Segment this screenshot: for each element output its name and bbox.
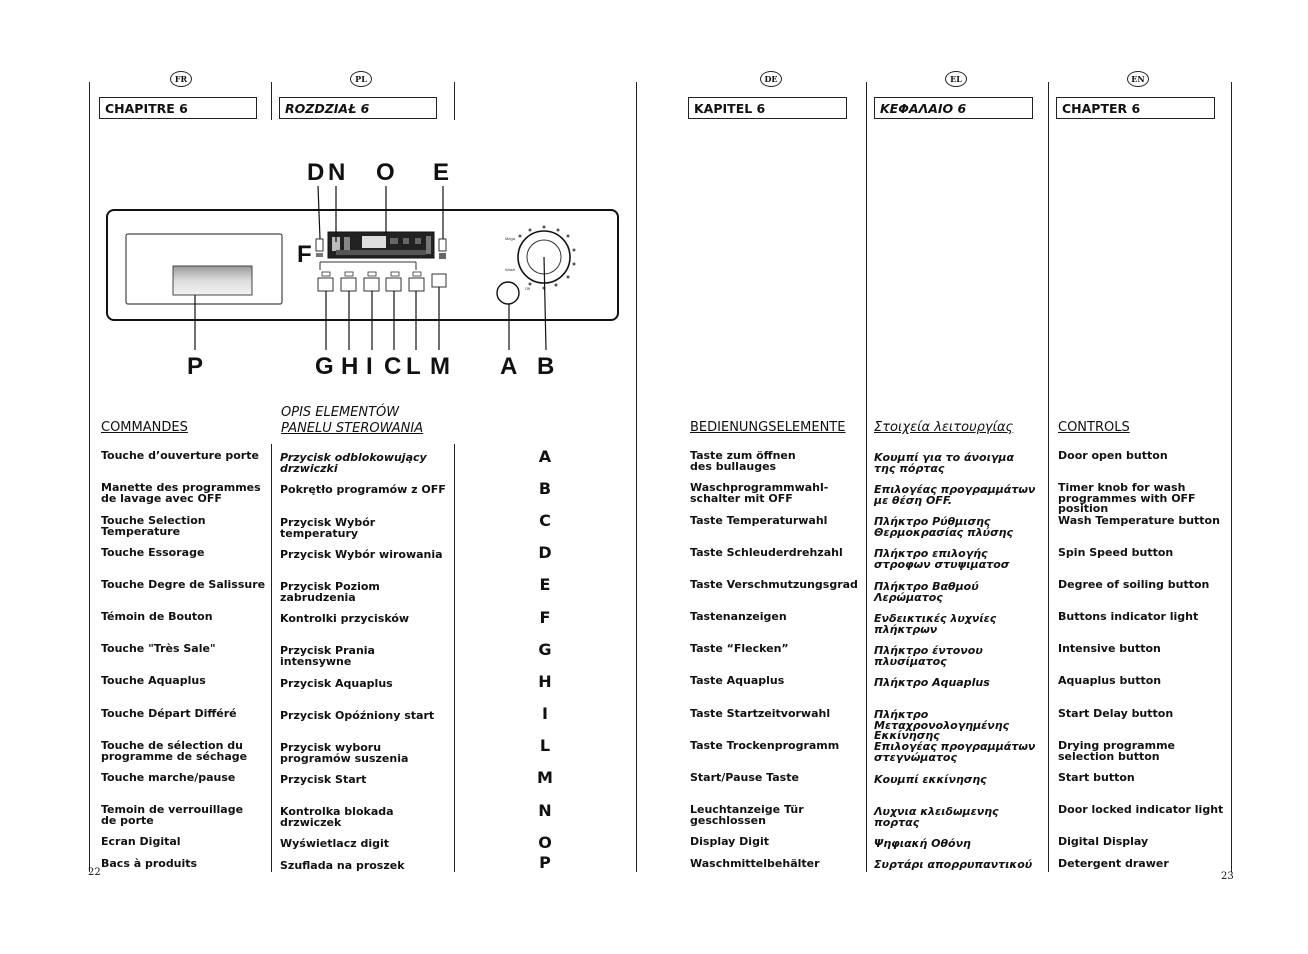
list-item: Touche Essorage <box>101 546 205 559</box>
list-item: Κουμπί για το άνοιγμα της πόρτας <box>874 451 1015 475</box>
list-item: Intensive button <box>1058 642 1161 655</box>
list-item: Πλήκτρο Βαθμού Λερώματος <box>874 580 979 604</box>
control-panel-diagram <box>100 150 630 390</box>
list-item: Touche Départ Différé <box>101 707 237 720</box>
callout-label-l: L <box>406 353 421 380</box>
chapter-title-en: CHAPTER 6 <box>1056 97 1215 119</box>
divider-pl-right-lower <box>454 444 455 872</box>
list-item: Touche de sélection du programme de séchage <box>101 739 248 763</box>
list-item: Kontrolka blokada drzwiczek <box>280 805 394 829</box>
page-number-right: 23 <box>1221 871 1234 882</box>
list-item: Szuflada na proszek <box>280 859 405 872</box>
list-item: Taste Startzeitvorwahl <box>690 707 831 720</box>
list-item: Door open button <box>1058 449 1168 462</box>
list-item: Bacs à produits <box>101 857 198 870</box>
list-item: Buttons indicator light <box>1058 610 1199 623</box>
list-item: Kontrolki przycisków <box>280 612 410 625</box>
divider-fr-left <box>89 82 90 872</box>
divider-page-center <box>636 82 637 872</box>
list-item: Touche "Très Sale" <box>101 642 216 655</box>
callout-label-h: H <box>341 353 359 380</box>
section-heading-pl-line2: PANELU STEROWANIA <box>281 421 424 436</box>
list-item: Przycisk wyboru programów suszenia <box>280 741 409 765</box>
item-letter: H <box>538 672 552 691</box>
panel-text-off: Off <box>525 286 531 291</box>
divider-fr-pl <box>271 82 272 120</box>
list-item: Κουμπί εκκίνησης <box>874 773 987 786</box>
panel-text-mega: Mega <box>505 236 516 241</box>
chapter-title-fr: CHAPITRE 6 <box>99 97 257 119</box>
divider-de-el <box>866 82 867 872</box>
page-number-left: 22 <box>88 867 101 878</box>
list-item: Επιλογέας προγραμμάτων στεγνώματος <box>874 740 1036 764</box>
section-heading-el: Στοιχεία λειτουργίας <box>874 420 1014 435</box>
section-heading-en: CONTROLS <box>1058 420 1130 435</box>
item-letter: F <box>539 608 551 627</box>
list-item: Przycisk Prania intensywne <box>280 644 375 668</box>
list-item: Taste Trockenprogramm <box>690 739 840 752</box>
item-letter: L <box>539 736 551 755</box>
list-item: Pokrętło programów z OFF <box>280 483 446 496</box>
item-letter: D <box>538 543 552 562</box>
callout-label-b: B <box>537 353 555 380</box>
list-item: Taste zum öffnen des bullauges <box>690 449 796 473</box>
callout-label-c: C <box>384 353 402 380</box>
list-item: Πλήκτρο Ρύθμισης Θερμοκρασίας πλύσης <box>874 515 1014 539</box>
lang-badge-en: EN <box>1127 71 1149 87</box>
list-item: Wash Temperature button <box>1058 514 1220 527</box>
list-item: Digital Display <box>1058 835 1149 848</box>
list-item: Temoin de verrouillage de porte <box>101 803 244 827</box>
list-item: Πλήκτρο έντονου πλυσίματος <box>874 644 983 668</box>
list-item: Πλήκτρο Aquaplus <box>874 676 990 689</box>
list-item: Πλήκτρο επιλογής στροφων στυψιματοσ <box>874 547 1010 571</box>
list-item: Touche Aquaplus <box>101 674 206 687</box>
list-item: Συρτάρι απορρυπαντικού <box>874 858 1033 871</box>
callout-label-e: E <box>433 159 450 186</box>
list-item: Przycisk Wybór temperatury <box>280 516 376 540</box>
divider-en-right <box>1231 82 1232 872</box>
list-item: Spin Speed button <box>1058 546 1174 559</box>
list-item: Drying programme selection button <box>1058 739 1175 763</box>
list-item: Display Digit <box>690 835 769 848</box>
section-heading-de: BEDIENUNGSELEMENTE <box>690 420 846 435</box>
list-item: Timer knob for wash programmes with OFF position <box>1058 481 1196 515</box>
list-item: Tastenanzeigen <box>690 610 787 623</box>
list-item: Start button <box>1058 771 1135 784</box>
callout-label-m: M <box>430 353 450 380</box>
item-letter: G <box>538 640 552 659</box>
section-heading-pl-line1: OPIS ELEMENTÓW <box>281 405 400 420</box>
callout-label-d: D <box>307 159 325 186</box>
list-item: Manette des programmes de lavage avec OFF <box>101 481 261 505</box>
divider-fr-pl-lower <box>271 444 272 872</box>
list-item: Przycisk Wybór wirowania <box>280 548 443 561</box>
list-item: Przycisk Opóźniony start <box>280 709 435 722</box>
callout-label-g: G <box>315 353 334 380</box>
lang-badge-el: EL <box>945 71 967 87</box>
list-item: Taste Verschmutzungsgrad <box>690 578 858 591</box>
item-letter: N <box>538 801 552 820</box>
list-item: Λυχνια κλειδωμενης πορτας <box>874 805 999 829</box>
list-item: Taste Schleuderdrehzahl <box>690 546 843 559</box>
lang-badge-pl: PL <box>350 71 372 87</box>
list-item: Waschmittelbehälter <box>690 857 820 870</box>
list-item: Aquaplus button <box>1058 674 1162 687</box>
list-item: Touche marche/pause <box>101 771 236 784</box>
lang-badge-fr: FR <box>170 71 192 87</box>
section-heading-fr: COMMANDES <box>101 420 188 435</box>
item-letter: C <box>539 511 551 530</box>
chapter-title-pl: ROZDZIAŁ 6 <box>279 97 437 119</box>
list-item: Touche Degre de Salissure <box>101 578 266 591</box>
list-item: Ψηφιακή Οθόνη <box>874 837 971 850</box>
list-item: Leuchtanzeige Tür geschlossen <box>690 803 804 827</box>
panel-text-wash: Wash <box>505 267 516 272</box>
lang-badge-de: DE <box>760 71 782 87</box>
list-item: Wyświetlacz digit <box>280 837 389 850</box>
list-item: Ecran Digital <box>101 835 181 848</box>
callout-label-n: N <box>328 159 346 186</box>
divider-el-en <box>1048 82 1049 872</box>
list-item: Taste Aquaplus <box>690 674 785 687</box>
callout-label-p: P <box>187 353 204 380</box>
list-item: Door locked indicator light <box>1058 803 1224 816</box>
list-item: Detergent drawer <box>1058 857 1169 870</box>
callout-label-i: I <box>366 353 373 380</box>
item-letter: M <box>537 768 553 787</box>
list-item: Ενδεικτικές λυχνίες πλήκτρων <box>874 612 997 636</box>
callout-label-f: F <box>297 241 312 268</box>
list-item: Taste Temperaturwahl <box>690 514 828 527</box>
list-item: Taste “Flecken” <box>690 642 789 655</box>
list-item: Πλήκτρο Μεταχρονολογημένης Εκκίνησης <box>874 708 1010 742</box>
list-item: Start/Pause Taste <box>690 771 799 784</box>
callout-label-a: A <box>500 353 518 380</box>
chapter-title-el: ΚΕΦΑΛΑΙΟ 6 <box>874 97 1033 119</box>
list-item: Przycisk Aquaplus <box>280 677 393 690</box>
item-letter: E <box>539 575 551 594</box>
list-item: Przycisk Start <box>280 773 367 786</box>
list-item: Touche d’ouverture porte <box>101 449 259 462</box>
item-letter: I <box>542 704 548 723</box>
item-letter: O <box>538 833 552 852</box>
list-item: Przycisk Poziom zabrudzenia <box>280 580 380 604</box>
list-item: Témoin de Bouton <box>101 610 213 623</box>
chapter-title-de: KAPITEL 6 <box>688 97 847 119</box>
list-item: Επιλογέας προγραμμάτων με θέση OFF. <box>874 483 1036 507</box>
item-letter: B <box>538 479 552 498</box>
list-item: Start Delay button <box>1058 707 1174 720</box>
list-item: Waschprogrammwahl-schalter mit OFF <box>690 481 829 505</box>
item-letter: A <box>538 447 552 466</box>
list-item: Degree of soiling button <box>1058 578 1210 591</box>
item-letter: P <box>539 853 551 872</box>
divider-pl-right <box>454 82 455 120</box>
list-item: Przycisk odblokowujący drzwiczki <box>280 451 427 475</box>
list-item: Touche Selection Temperature <box>101 514 206 538</box>
callout-label-o: O <box>376 159 395 186</box>
